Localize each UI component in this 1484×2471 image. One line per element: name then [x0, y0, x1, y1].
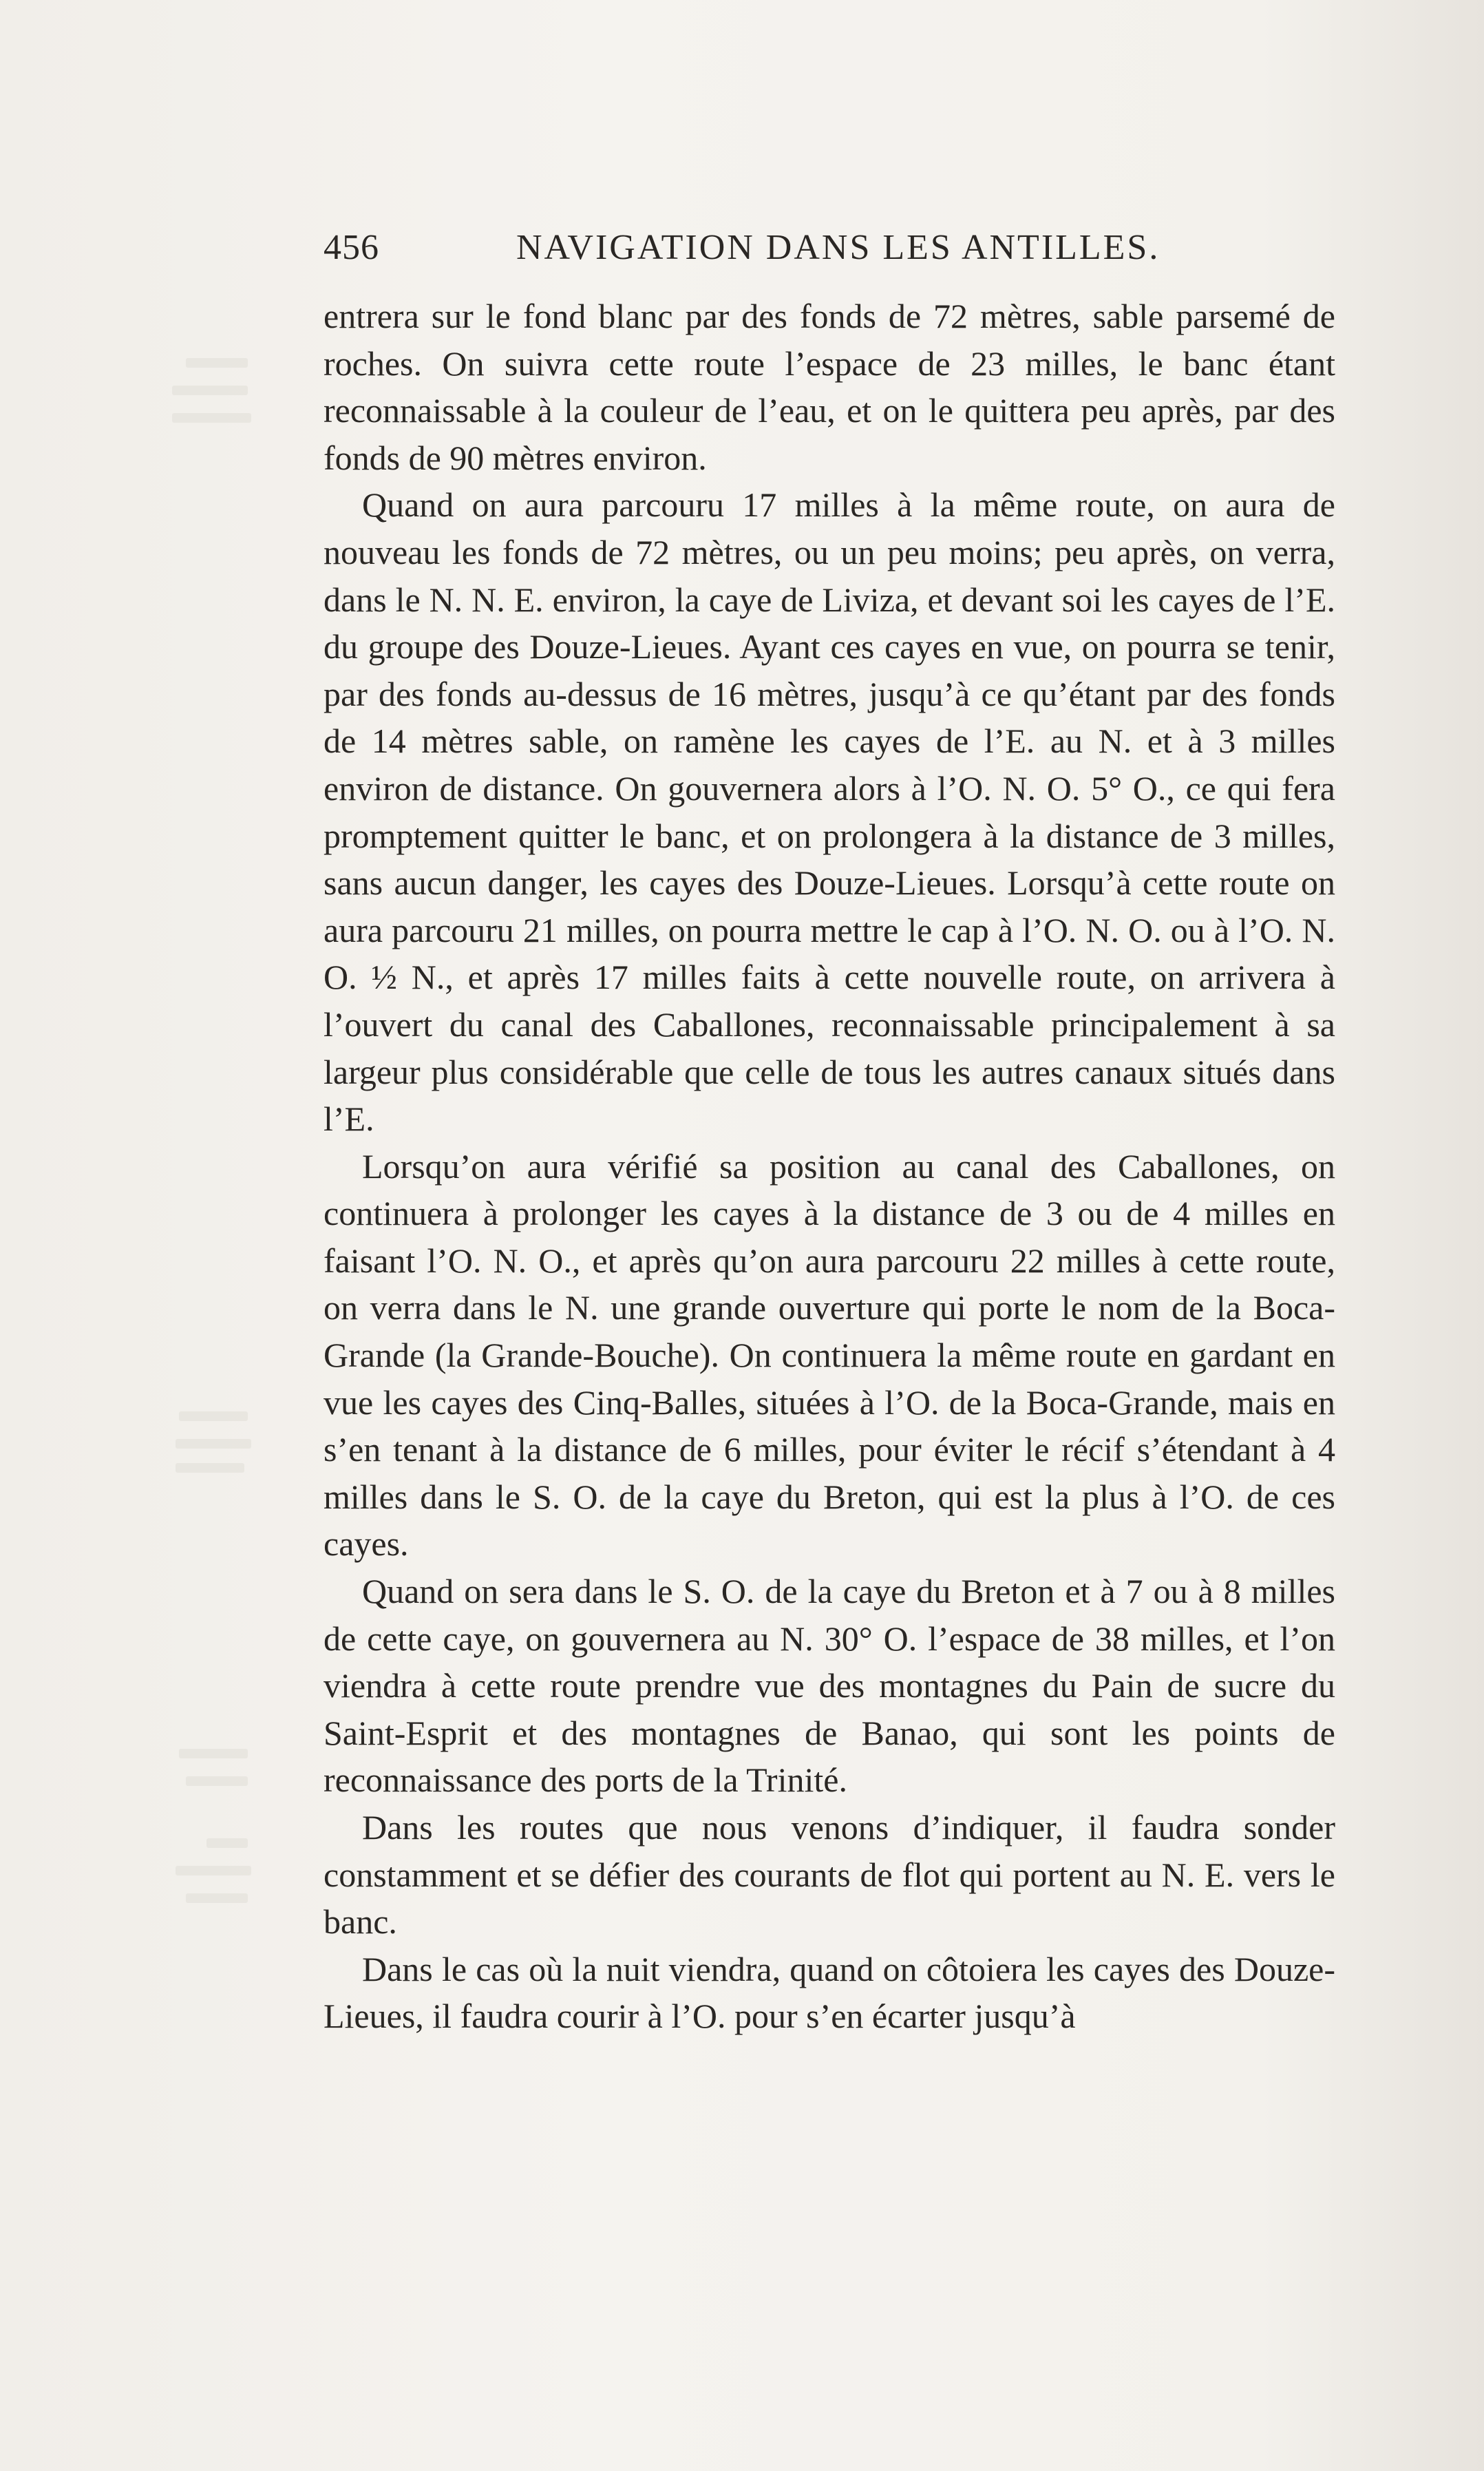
- page-number: 456: [324, 228, 379, 267]
- paragraph: Dans les routes que nous venons d’indiquer, il faudra sonder constamment et se défier des courants de flot qui portent au N. E. vers le banc.: [324, 1808, 1335, 1942]
- paragraph-continued: entrera sur le fond blanc par des fonds de 72 mètres, sable parsemé de roches. On suivra cette route l’espace de 23 milles, le banc étant reconnaissable à la couleur de l’eau, et on le quittera peu après, par des fonds de 90 mètres environ.: [324, 297, 1335, 477]
- running-title: NAVIGATION DANS LES ANTILLES.: [516, 228, 1160, 267]
- paragraph: Lorsqu’on aura vérifié sa position au canal des Caballones, on continuera à prolonger les cayes à la distance de 3 ou de 4 milles en faisant l’O. N. O., et après qu’on aura parcouru 22 milles à cette route, on verra dans le N. une grande ouverture qui porte le nom de la Boca-Grande (la Grande-Bouche). On continuera la même route en gardant en vue les cayes des Cinq-Balles, situées à l’O. de la Boca-Grande, mais en s’en tenant à la distance de 6 milles, pour éviter le récif s’étendant à 4 milles dans le S. O. de la caye du Breton, qui est la plus à l’O. de ces cayes.: [324, 1146, 1335, 1564]
- running-header: [324, 227, 1335, 282]
- paragraph: Quand on aura parcouru 17 milles à la même route, on aura de nouveau les fonds de 72 mètres, ou un peu moins; peu après, on verra, dans le N. N. E. environ, la caye de Liviza, et devant soi les cayes de l’E. du groupe des Douze-Lieues. Ayant ces cayes en vue, on pourra se tenir, par des fonds au-dessus de 16 mètres, jusqu’à ce qu’étant par des fonds de 14 mètres sable, on ramène les cayes de l’E. au N. et à 3 milles environ de distance. On gouvernera alors à l’O. N. O. 5° O., ce qui fera promptement quitter le banc, et on prolongera à la distance de 3 milles, sans aucun danger, les cayes des Douze-Lieues. Lorsqu’à cette route on aura parcouru 21 milles, on pourra mettre le cap à l’O. N. O. ou à l’O. N. O. ½ N., et après 17 milles faits à cette nouvelle route, on arrivera à l’ouvert du canal des Caballones, reconnaissable principalement à sa largeur plus considérable que celle de tous les autres canaux situés dans l’E.: [324, 485, 1335, 1139]
- paragraph: Quand on sera dans le S. O. de la caye du Breton et à 7 ou à 8 milles de cette caye, on gouvernera au N. 30° O. l’espace de 38 milles, et l’on viendra à cette route prendre vue des montagnes du Pain de sucre du Saint-Esprit et des montagnes de Banao, qui sont les points de reconnaissance des ports de la Trinité.: [324, 1572, 1335, 1800]
- body-text: [324, 293, 1335, 2040]
- paragraph: Dans le cas où la nuit viendra, quand on côtoiera les cayes des Douze-Lieues, il faudra courir à l’O. pour s’en écarter jusqu’à: [324, 1949, 1335, 2036]
